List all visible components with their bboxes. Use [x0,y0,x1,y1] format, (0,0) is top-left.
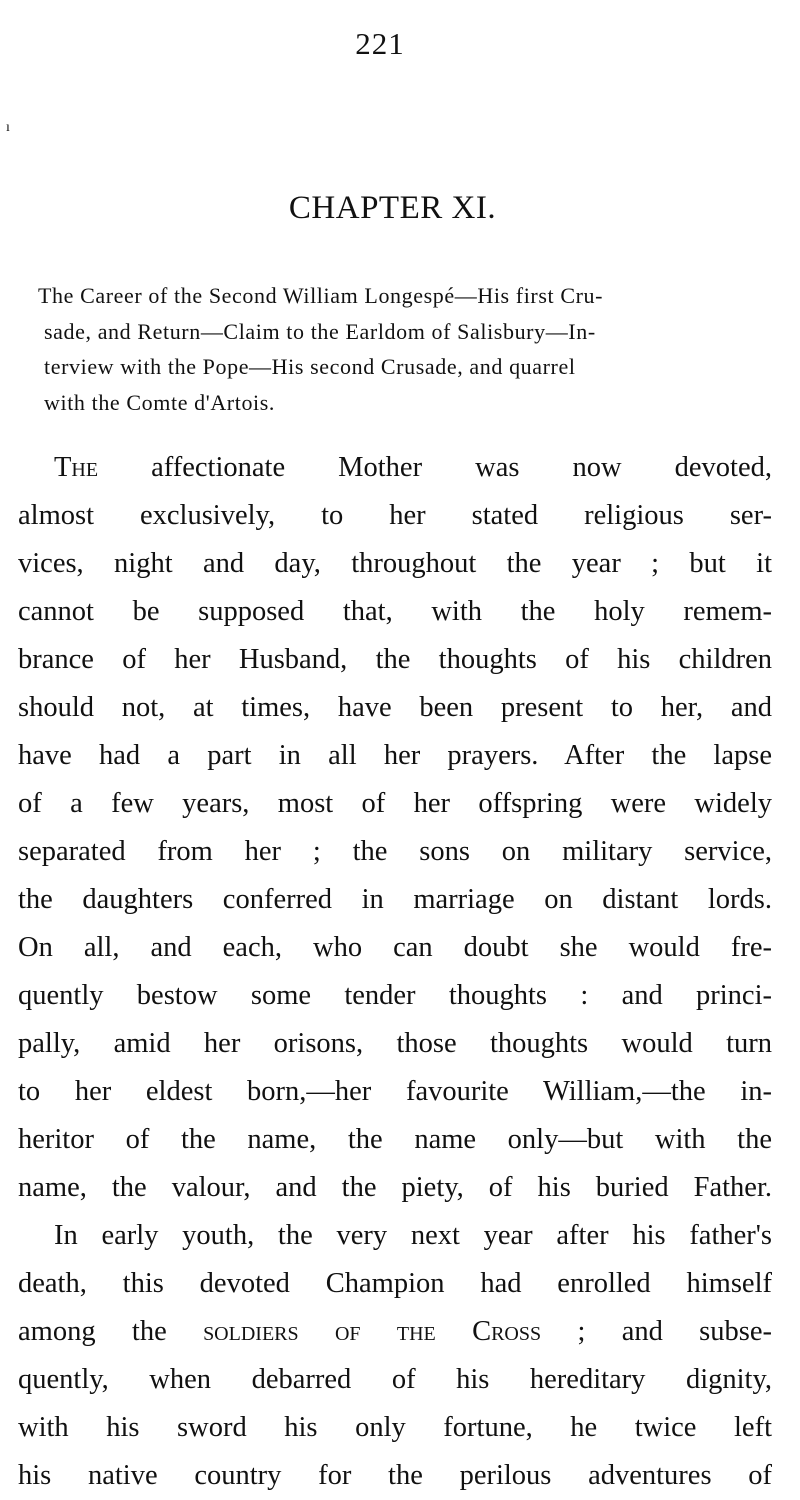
text-line: heritor of the name, the name only—but with the [18,1124,772,1155]
summary-line: sade, and Return—Claim to the Earldom of Salisbury—In- [44,318,596,344]
text-line: the daughters conferred in marriage on distant lords. [18,884,772,915]
text-line: of a few years, most of her offspring were widely [18,788,772,819]
text-line: should not, at times, have been present to her, and [18,692,772,723]
text-line: The affectionate Mother was now devoted, [54,452,772,483]
summary-line: terview with the Pope—His second Crusade, and quarrel [44,354,576,379]
text-line: On all, and each, who can doubt she would fre- [18,932,772,963]
text-line: cannot be supposed that, with the holy remem- [18,596,772,627]
stray-mark: ı [6,120,10,135]
page-number: 221 [355,26,405,61]
text-line: his native country for the perilous adventures of [18,1460,772,1491]
text-line: have had a part in all her prayers. After the lapse [18,740,772,771]
text-line: quently, when debarred of his hereditary dignity, [18,1364,772,1395]
text-line: brance of her Husband, the thoughts of his children [18,644,772,675]
text-line: pally, amid her orisons, those thoughts would turn [18,1028,772,1059]
small-caps-phrase: soldiers of the Cross [203,1316,542,1347]
lead-word: The [54,452,99,483]
paragraph-1 [18,444,772,1212]
text-line: among the soldiers of the Cross ; and subse- [18,1316,772,1347]
summary-line: with the Comte d'Artois. [44,389,276,415]
text-line: separated from her ; the sons on military service, [18,836,772,867]
chapter-title: CHAPTER XI. [288,190,497,226]
text-line: death, this devoted Champion had enrolled himself [18,1268,772,1299]
text-line: with his sword his only fortune, he twice left [18,1412,772,1443]
summary-line: The Career of the Second William Longespé—His first Cru- [38,283,604,308]
text-line: almost exclusively, to her stated religious ser- [18,500,772,531]
text-line: to her eldest born,—her favourite William,—the in- [18,1076,772,1107]
chapter-summary [22,278,784,420]
paragraph-2 [18,1212,772,1500]
text-line: vices, night and day, throughout the year ; but it [18,548,772,579]
body-text [18,444,772,1500]
text-line: name, the valour, and the piety, of his buried Father. [18,1172,772,1203]
text-line: In early youth, the very next year after his father's [54,1220,772,1251]
text-line: quently bestow some tender thoughts : and princi- [18,980,772,1011]
